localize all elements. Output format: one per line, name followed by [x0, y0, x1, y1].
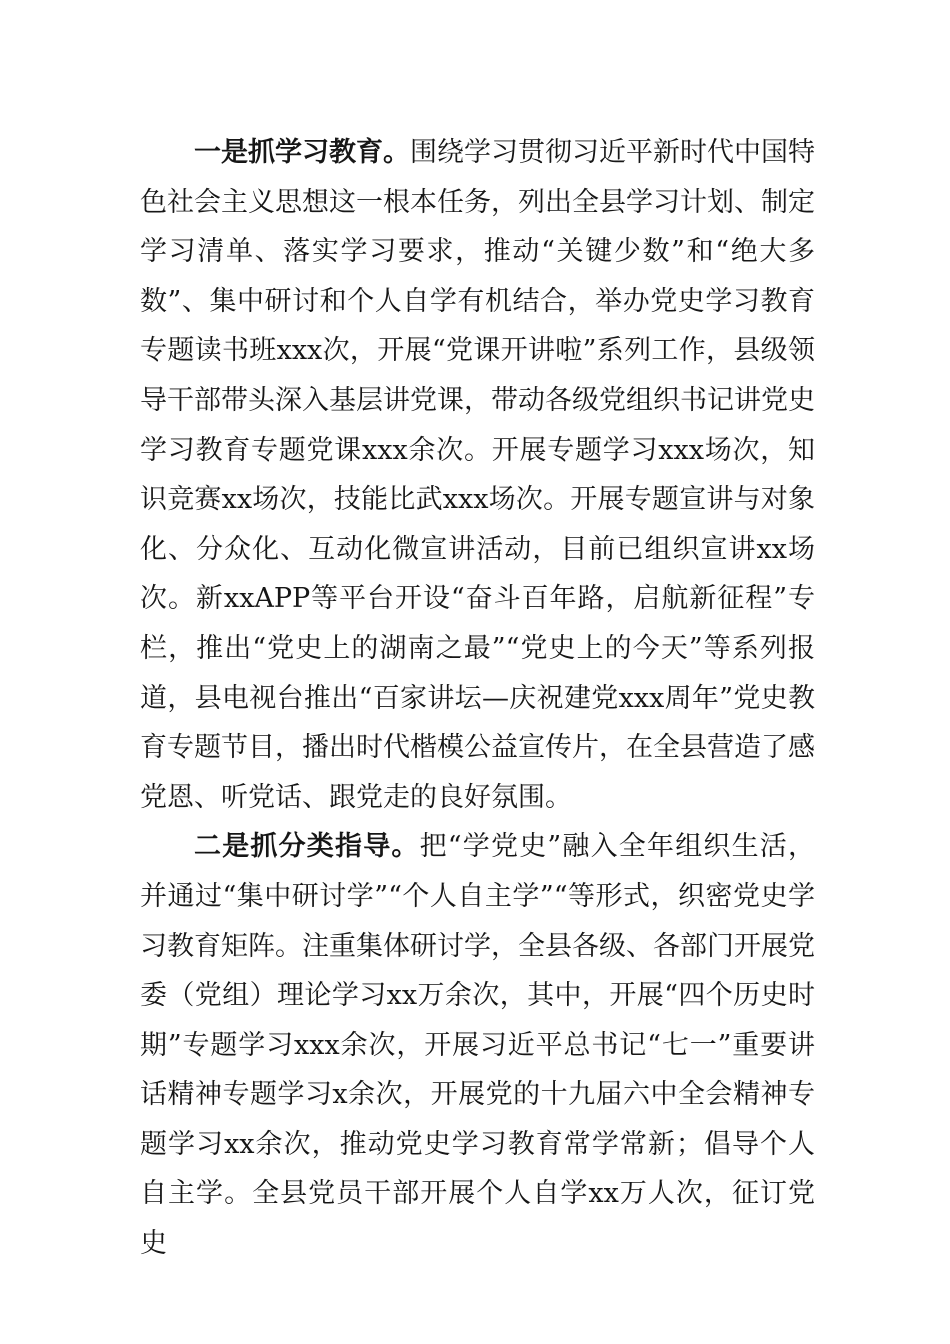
paragraph-study-education-body: 围绕学习贯彻习近平新时代中国特色社会主义思想这一根本任务，列出全县学习计划、制定学习清单、落实学习要求，推动“关键少数”和“绝大多数”、集中研讨和个人自学有机结合，举办党史学习教育专题读书班xxx次，开展“党课开讲啦”系列工作，县级领导干部带头深入基层讲党课，带动各级党组织书记讲党史学习教育专题党课xxx余次。开展专题学习xxx场次，知识竞赛xx场次，技能比武xxx场次。开展专题宣讲与对象化、分众化、互动化微宣讲活动，目前已组织宣讲xx场次。新xxAPP等平台开设“奋斗百年路，启航新征程”专栏，推出“党史上的湖南之最”“党史上的今天”等系列报道，县电视台推出“百家讲坛—庆祝建党xxx周年”党史教育专题节目，播出时代楷模公益宣传片，在全县营造了感党恩、听党话、跟党走的良好氛围。 — [140, 137, 815, 813]
paragraph-classified-guidance-body: 把“学党史”融入全年组织生活，并通过“集中研讨学”“个人自主学”“等形式，织密党史学习教育矩阵。注重集体研讨学，全县各级、各部门开展党委（党组）理论学习xx万余次，其中，开展“四个历史时期”专题学习xxx余次，开展习近平总书记“七一”重要讲话精神专题学习x余次，开展党的十九届六中全会精神专题学习xx余次，推动党史学习教育常学常新；倡导个人自主学。全县党员干部开展个人自学xx万人次，征订党史 — [140, 831, 816, 1260]
paragraph-classified-guidance — [140, 822, 815, 1268]
paragraph-study-education-lead: 一是抓学习教育。 — [194, 137, 410, 168]
paragraph-study-education — [140, 128, 815, 822]
paragraph-classified-guidance-lead: 二是抓分类指导。 — [194, 831, 420, 863]
